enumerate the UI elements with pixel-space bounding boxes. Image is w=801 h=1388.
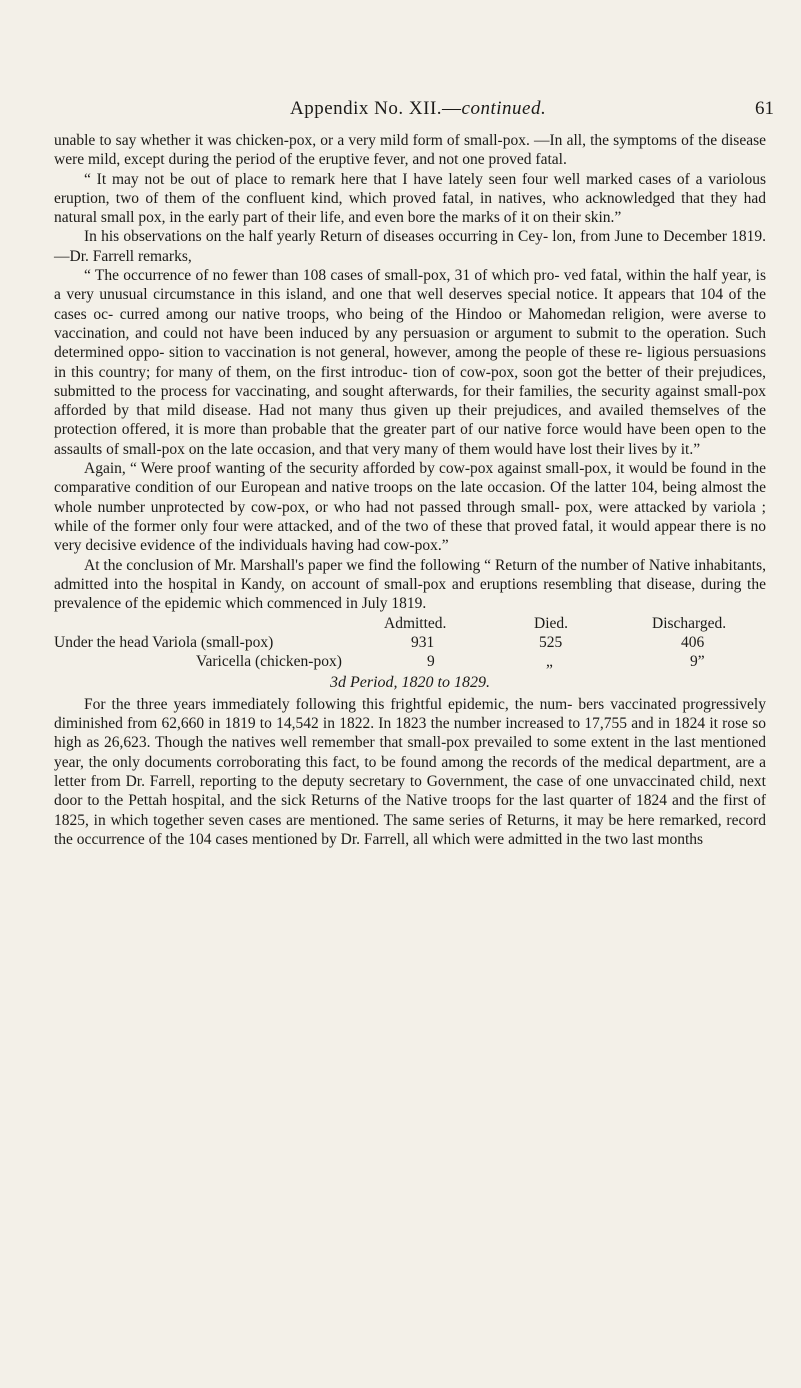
paragraph: “ It may not be out of place to remark here that I have lately seen four well marked cases of a variolous eruption, two of them of the confluent kind, which proved fatal, in natives, who acknowledged that they had natural small pox, in the early part of their life, and even bore the marks of it on their skin.” [54,170,766,227]
header-discharged: Discharged. [652,615,727,633]
table-header-row [54,614,766,633]
table-row [54,633,766,652]
row-died: 525 [539,634,563,652]
period-heading: 3d Period, 1820 to 1829. [330,674,490,692]
row-died: „ [546,653,553,671]
page-number: 61 [755,98,774,119]
paragraph: Again, “ Were proof wanting of the security afforded by cow-pox against small-pox, it would be found in the comparative condition of our European and native troops on the late occasion. Of the latter 104, being almost the whole number unprotected by cow-pox, or who had not passed through small- pox, were attacked by variola ; while of the former only four were attacked, and of the two of these that proved fatal, it would appear there is no very decisive evidence of the individuals having had cow-pox.” [54,460,766,555]
header-admitted: Admitted. [384,615,447,633]
row-label: Under the head Variola (small-pox) [54,634,274,652]
paragraph: unable to say whether it was chicken-pox, or a very mild form of small-pox. —In all, the symptoms of the disease were mild, except during the period of the eruptive fever, and not one proved fatal. [54,132,766,169]
paragraph: At the conclusion of Mr. Marshall's paper we find the following “ Return of the number of Native inhabitants, admitted into the hospital in Kandy, on account of small-pox and eruptions resembling that disease, during the prevalence of the epidemic which commenced in July 1819. [54,556,766,613]
row-label: Varicella (chicken-pox) [196,653,342,671]
row-admitted: 931 [411,634,435,652]
admissions-table [54,614,766,672]
header-title-prefix: Appendix No. XII.— [290,98,462,119]
header-title-suffix: continued. [461,98,547,119]
header-died: Died. [534,615,569,633]
running-header [290,98,546,120]
paragraph: In his observations on the half yearly Return of diseases occurring in Cey- lon, from June to December 1819.—Dr. Farrell remarks, [54,228,766,265]
paragraph: For the three years immediately following this frightful epidemic, the num- bers vaccinated progressively diminished from 62,660 in 1819 to 14,542 in 1822. In 1823 the number increased to 17,755 and in 1824 it rose so high as 26,623. Though the natives well remember that small-pox prevailed to some extent in the last mentioned year, the only documents corroborating this fact, to be found among the records of the medical department, are a letter from Dr. Farrell, reporting to the deputy secretary to Government, the case of one unvaccinated child, next door to the Pettah hospital, and the sick Returns of the Native troops for the last quarter of 1824 and the first of 1825, in which together seven cases are mentioned. The same series of Returns, it may be here remarked, record the occurrence of the 104 cases mentioned by Dr. Farrell, all which were admitted in the two last months [54,695,766,848]
table-row [54,652,766,671]
paragraph: “ The occurrence of no fewer than 108 cases of small-pox, 31 of which pro- ved fatal, within the half year, is a very unusual circumstance in this island, and one that well deserves special notice. It appears that 104 of the cases oc- curred among our native troops, who being of the Hindoo or Mahomedan religion, were averse to vaccination, and could not have been induced by any persuasion or argument to submit to the operation. Such determined oppo- sition to vaccination is not general, however, among the people of these re- ligious persuasions in this country; for many of them, on the first introduc- tion of cow-pox, soon got the better of their prejudices, submitted to the process for vaccinating, and sought afterwards, for their families, the security against small-pox afforded by that mild disease. Had not many thus given up their prejudices, and availed themselves of the protection offered, it is more than probable that the greater part of our native force would have been open to the assaults of small-pox on the late occasion, and that very many of them would have lost their lives by it.” [54,267,766,458]
row-discharged: 9” [690,653,705,671]
row-admitted: 9 [427,653,435,671]
body-text [54,131,766,849]
row-discharged: 406 [681,634,705,652]
